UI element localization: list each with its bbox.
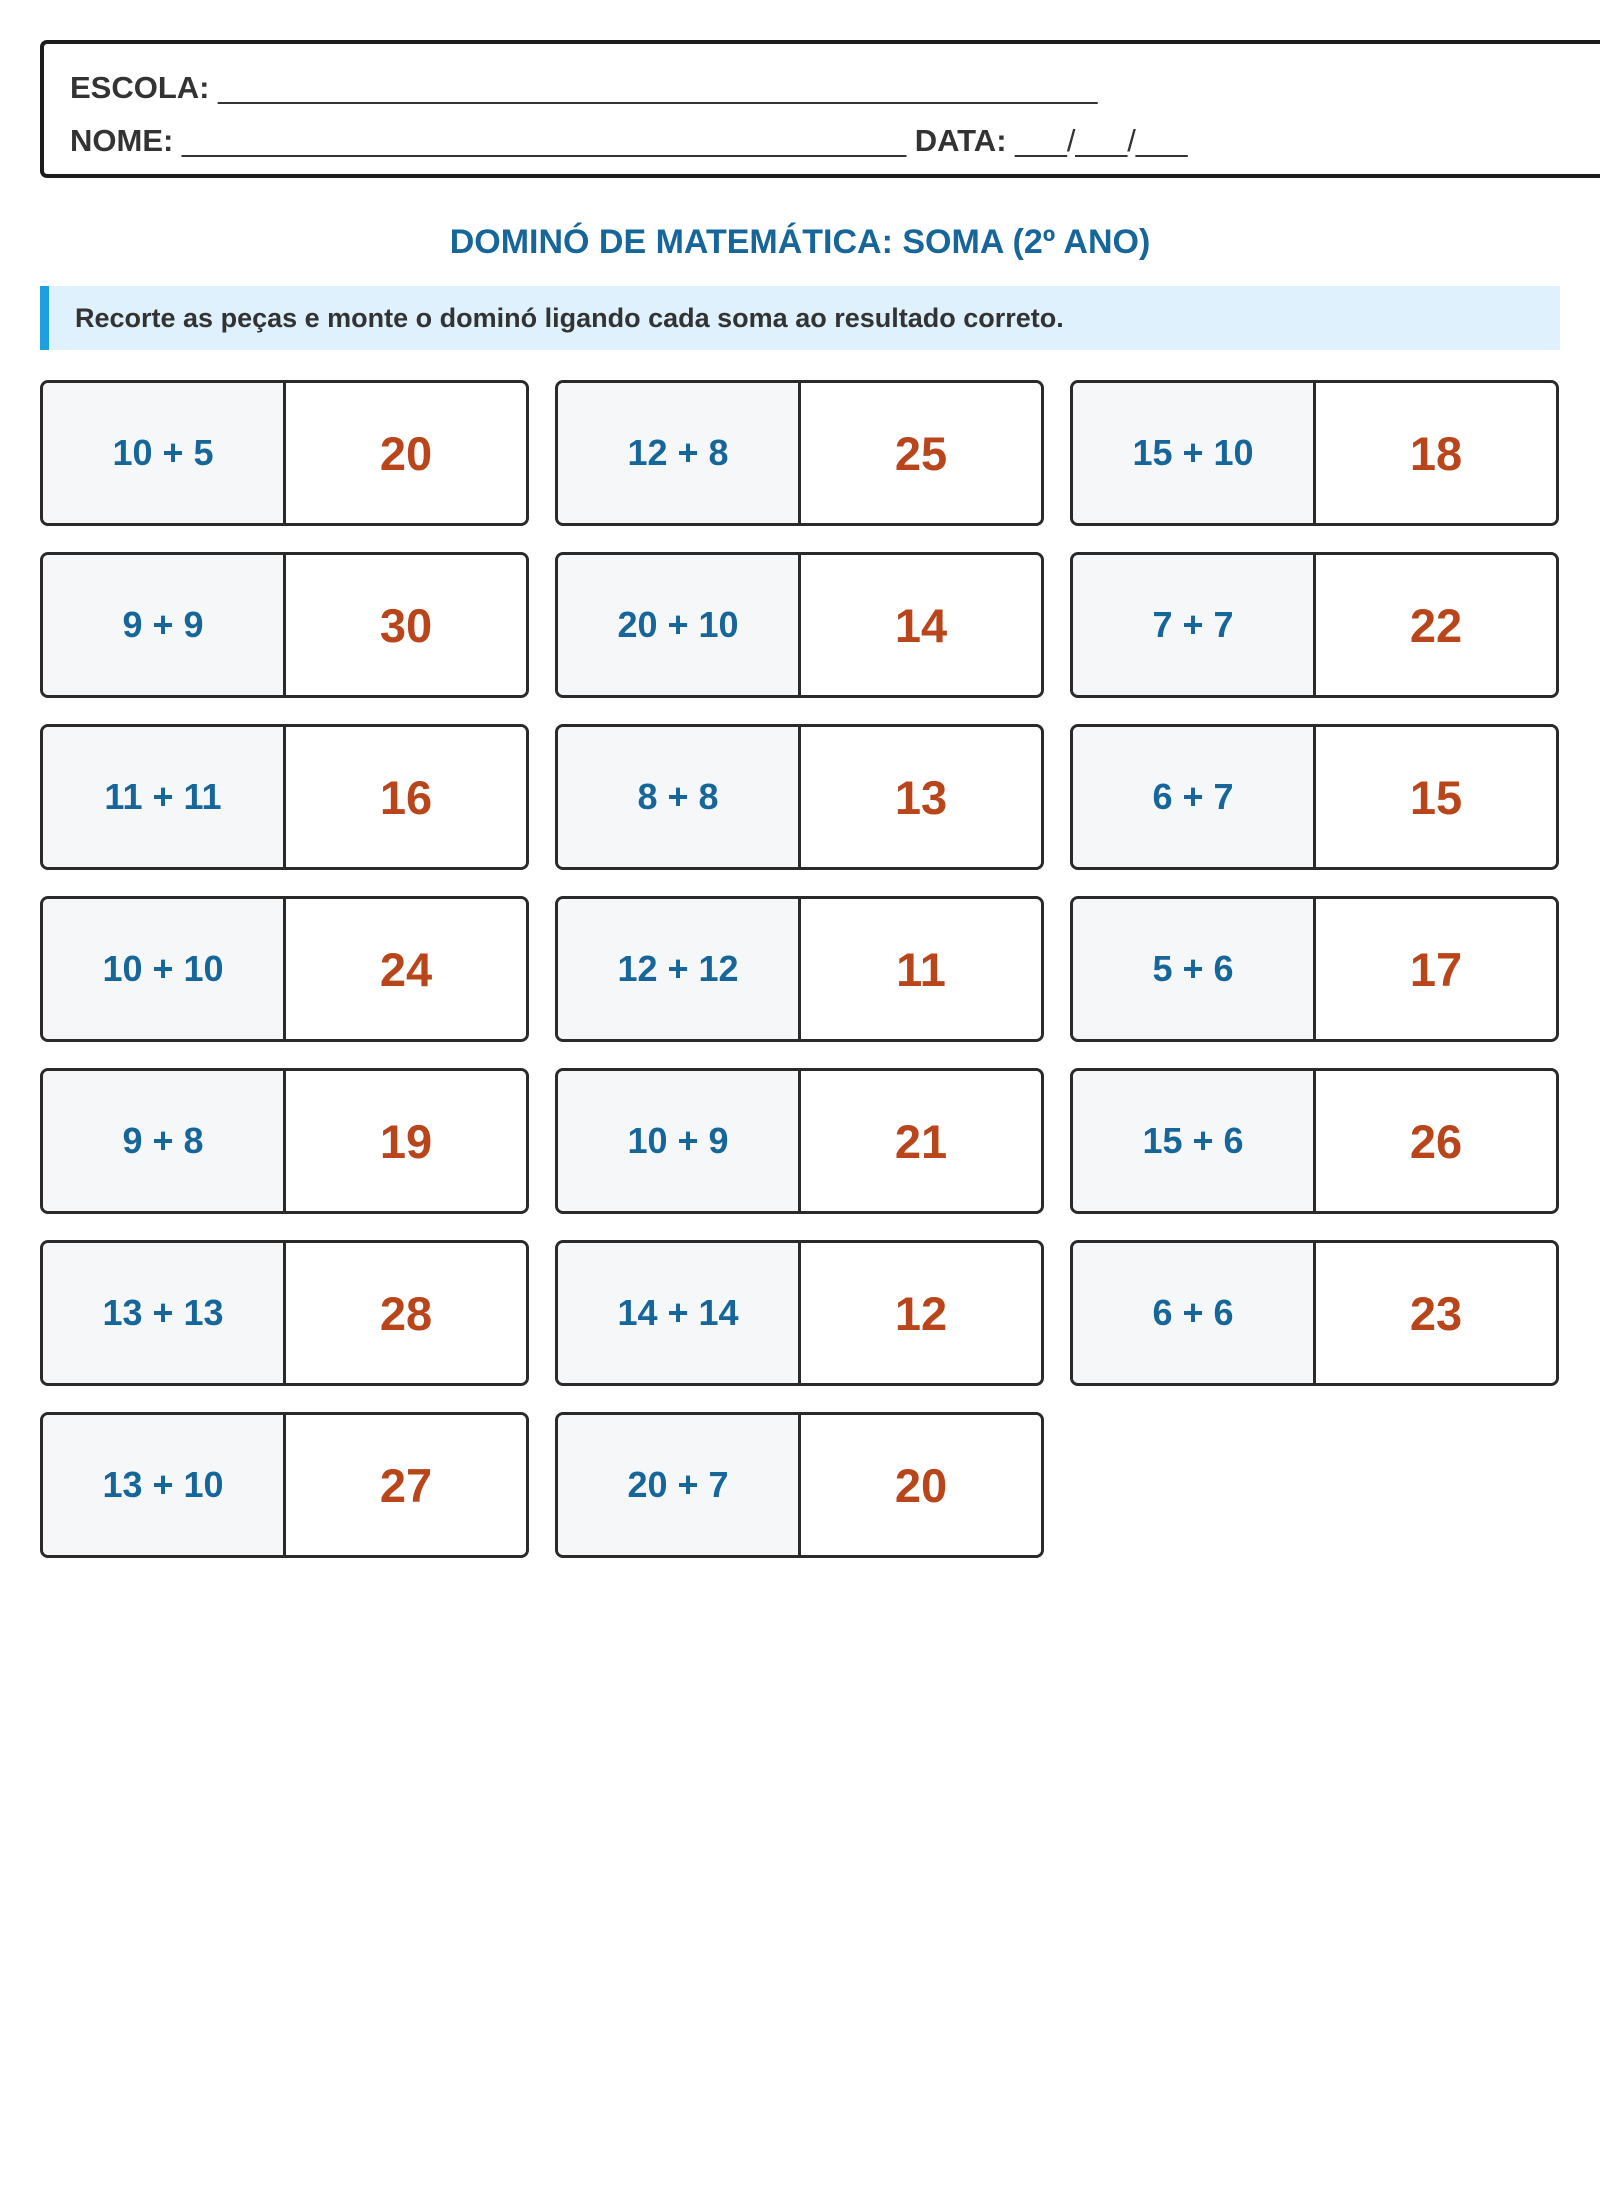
data-label: DATA: (914, 123, 1007, 158)
domino-piece[interactable] (555, 380, 1044, 526)
domino-piece[interactable] (40, 896, 529, 1042)
domino-piece[interactable] (555, 1068, 1044, 1214)
domino-result: 13 (801, 727, 1041, 867)
domino-expression: 13 + 13 (43, 1243, 286, 1383)
domino-result: 22 (1316, 555, 1556, 695)
instruction-text: Recorte as peças e monte o dominó ligando cada soma ao resultado correto. (40, 286, 1560, 350)
domino-expression: 8 + 8 (558, 727, 801, 867)
domino-result: 19 (286, 1071, 526, 1211)
domino-piece[interactable] (40, 1412, 529, 1558)
data-field[interactable]: ___/___/___ (1015, 123, 1188, 158)
domino-piece[interactable] (555, 1412, 1044, 1558)
escola-field[interactable]: ___________________________________________________ (218, 70, 1098, 105)
domino-expression: 9 + 9 (43, 555, 286, 695)
domino-piece[interactable] (40, 1068, 529, 1214)
domino-piece[interactable] (40, 724, 529, 870)
domino-result: 24 (286, 899, 526, 1039)
domino-expression: 10 + 5 (43, 383, 286, 523)
domino-expression: 10 + 9 (558, 1071, 801, 1211)
domino-result: 15 (1316, 727, 1556, 867)
domino-piece[interactable] (40, 380, 529, 526)
domino-expression: 6 + 7 (1073, 727, 1316, 867)
domino-piece[interactable] (555, 896, 1044, 1042)
domino-piece[interactable] (1070, 380, 1559, 526)
domino-expression: 15 + 10 (1073, 383, 1316, 523)
domino-expression: 5 + 6 (1073, 899, 1316, 1039)
domino-result: 20 (801, 1415, 1041, 1555)
domino-expression: 6 + 6 (1073, 1243, 1316, 1383)
domino-result: 18 (1316, 383, 1556, 523)
domino-piece[interactable] (1070, 896, 1559, 1042)
domino-result: 21 (801, 1071, 1041, 1211)
domino-expression: 10 + 10 (43, 899, 286, 1039)
domino-expression: 12 + 12 (558, 899, 801, 1039)
domino-result: 28 (286, 1243, 526, 1383)
domino-result: 14 (801, 555, 1041, 695)
domino-result: 23 (1316, 1243, 1556, 1383)
nome-field[interactable]: __________________________________________ (181, 123, 907, 158)
domino-result: 17 (1316, 899, 1556, 1039)
domino-expression: 14 + 14 (558, 1243, 801, 1383)
domino-expression: 15 + 6 (1073, 1071, 1316, 1211)
domino-expression: 20 + 7 (558, 1415, 801, 1555)
domino-result: 20 (286, 383, 526, 523)
domino-piece[interactable] (1070, 1240, 1559, 1386)
domino-piece[interactable] (40, 1240, 529, 1386)
escola-label: ESCOLA: (70, 70, 210, 105)
domino-result: 26 (1316, 1071, 1556, 1211)
domino-piece[interactable] (40, 552, 529, 698)
domino-result: 25 (801, 383, 1041, 523)
domino-expression: 20 + 10 (558, 555, 801, 695)
nome-label: NOME: (70, 123, 174, 158)
domino-expression: 9 + 8 (43, 1071, 286, 1211)
domino-result: 11 (801, 899, 1041, 1039)
domino-expression: 11 + 11 (43, 727, 286, 867)
domino-result: 16 (286, 727, 526, 867)
page-title: DOMINÓ DE MATEMÁTICA: SOMA (2º ANO) (449, 223, 1151, 261)
header-box (40, 40, 1600, 178)
domino-expression: 7 + 7 (1073, 555, 1316, 695)
domino-piece[interactable] (1070, 724, 1559, 870)
nome-line (70, 125, 1188, 156)
domino-piece[interactable] (555, 1240, 1044, 1386)
domino-expression: 13 + 10 (43, 1415, 286, 1555)
domino-piece[interactable] (1070, 1068, 1559, 1214)
domino-result: 30 (286, 555, 526, 695)
domino-result: 12 (801, 1243, 1041, 1383)
domino-expression: 12 + 8 (558, 383, 801, 523)
domino-piece[interactable] (555, 552, 1044, 698)
domino-piece[interactable] (1070, 552, 1559, 698)
domino-piece[interactable] (555, 724, 1044, 870)
escola-line (70, 72, 1097, 103)
domino-result: 27 (286, 1415, 526, 1555)
